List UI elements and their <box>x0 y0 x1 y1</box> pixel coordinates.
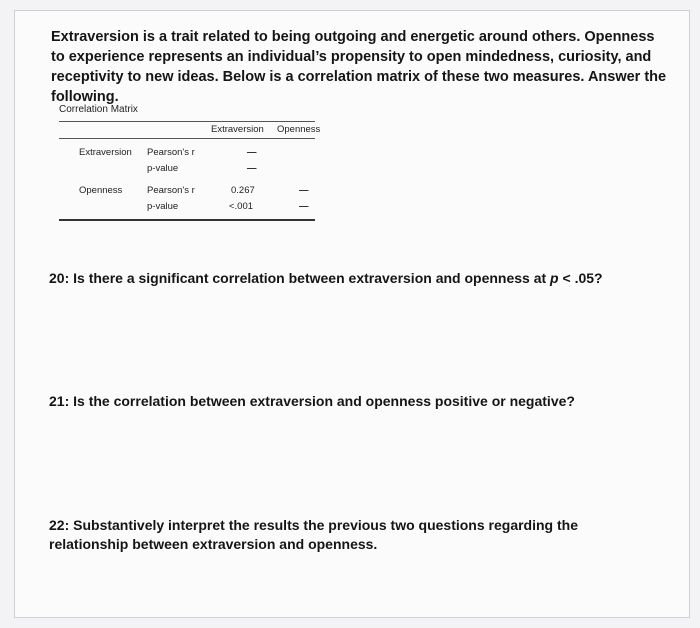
stat-label: Pearson's r <box>147 185 195 196</box>
matrix-row-openness-p <box>59 199 319 215</box>
correlation-matrix <box>59 104 319 221</box>
row-label: Extraversion <box>79 147 132 158</box>
cell-value: 0.267 <box>231 185 255 196</box>
intro-paragraph: Extraversion is a trait related to being outgoing and energetic around others. Openness to experience represents an individual’s propensity to open mindedness, curiosity, and receptivity to new ideas. Below is a correlation matrix of these two measures. Answer the following. <box>51 29 667 105</box>
document-page <box>14 10 690 618</box>
question-21: 21: Is the correlation between extraversion and openness positive or negative? <box>49 393 575 409</box>
question-20-p: p <box>550 270 559 286</box>
col-header-extraversion: Extraversion <box>211 124 264 135</box>
stat-label: Pearson's r <box>147 147 195 158</box>
matrix-row-extraversion-p <box>59 161 319 177</box>
stat-label: p-value <box>147 201 179 212</box>
cell-value: — <box>247 147 257 158</box>
matrix-bottom-rule <box>59 219 315 221</box>
matrix-header-row <box>59 122 319 138</box>
question-20-suffix: < .05? <box>558 270 603 286</box>
question-20-text: 20: Is there a significant correlation between extraversion and openness at <box>49 270 551 286</box>
cell-value: — <box>299 201 309 212</box>
cell-value: <.001 <box>229 201 254 212</box>
matrix-header-rule <box>59 138 315 139</box>
cell-value: — <box>247 163 257 174</box>
cell-value: — <box>299 185 309 196</box>
question-20 <box>49 269 649 288</box>
matrix-title: Correlation Matrix <box>59 104 138 115</box>
stat-label: p-value <box>147 163 179 174</box>
matrix-row-openness-r <box>59 183 319 199</box>
col-header-openness: Openness <box>277 124 321 135</box>
question-22: 22: Substantively interpret the results the previous two questions regarding the relationship between extraversion and openness. <box>49 517 578 552</box>
matrix-row-extraversion-r <box>59 145 319 161</box>
row-label: Openness <box>79 185 123 196</box>
